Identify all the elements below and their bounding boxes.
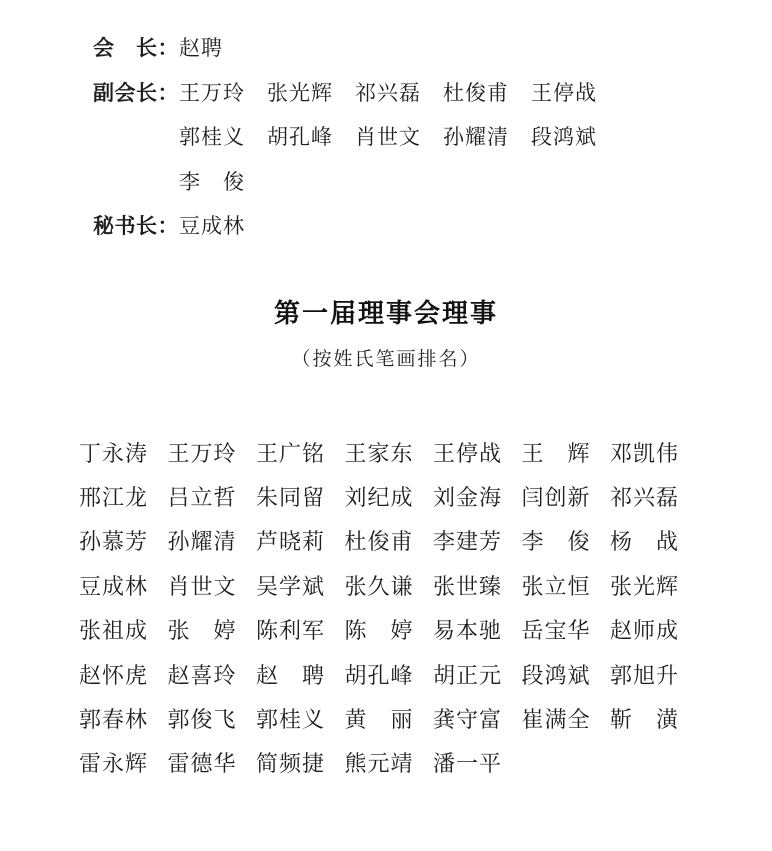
secretary-general-label: 秘书长：	[93, 214, 179, 239]
vice-president-name: 王停战	[531, 80, 597, 105]
director-name: 易本驰	[433, 619, 503, 645]
director-name: 王停战	[433, 441, 503, 467]
president-row	[93, 25, 597, 70]
director-name: 崔满全	[521, 708, 591, 734]
director-name: 吴学斌	[256, 574, 326, 600]
director-name: 王万玲	[167, 441, 237, 467]
director-name: 邢江龙	[79, 486, 149, 512]
vice-president-name: 肖世文	[355, 125, 421, 150]
director-name: 张光辉	[610, 574, 680, 600]
vice-president-name: 王万玲	[179, 80, 245, 105]
vice-presidents-row-3	[93, 159, 597, 204]
council-title: 第一届理事会理事	[273, 299, 498, 329]
director-name: 赵怀虎	[79, 663, 149, 689]
director-name: 简频捷	[256, 752, 326, 778]
director-name: 刘金海	[433, 486, 503, 512]
director-name: 王家东	[344, 441, 414, 467]
director-name: 孙慕芳	[79, 530, 149, 556]
director-name: 胡孔峰	[344, 663, 414, 689]
director-name: 李 俊	[521, 530, 591, 556]
director-name: 王广铭	[256, 441, 326, 467]
officers-section	[93, 25, 597, 248]
director-name: 郭桂义	[256, 708, 326, 734]
director-name: 郭俊飞	[167, 708, 237, 734]
director-name: 郭旭升	[610, 663, 680, 689]
director-name: 陈 婷	[344, 619, 414, 645]
director-name: 张立恒	[521, 574, 591, 600]
vice-president-name: 李 俊	[179, 169, 245, 194]
president-name: 赵聘	[179, 36, 223, 61]
vice-president-name: 段鸿斌	[531, 125, 597, 150]
director-name: 孙耀清	[167, 530, 237, 556]
director-name: 王 辉	[521, 441, 591, 467]
vice-presidents-row	[93, 70, 597, 115]
director-name: 豆成林	[79, 574, 149, 600]
director-name: 郭春林	[79, 708, 149, 734]
director-name: 肖世文	[167, 574, 237, 600]
vice-president-name: 祁兴磊	[355, 80, 421, 105]
director-name: 龚守富	[433, 708, 503, 734]
director-name: 熊元靖	[344, 752, 414, 778]
vice-president-name: 胡孔峰	[267, 125, 333, 150]
vice-president-name: 杜俊甫	[443, 80, 509, 105]
director-name: 张 婷	[167, 619, 237, 645]
director-name: 邓凯伟	[610, 441, 680, 467]
director-name: 吕立哲	[167, 486, 237, 512]
director-name: 胡正元	[433, 663, 503, 689]
directors-grid	[79, 430, 699, 785]
director-name: 赵师成	[610, 619, 680, 645]
director-name: 段鸿斌	[521, 663, 591, 689]
director-name: 杨 战	[610, 530, 680, 556]
president-label: 会 长：	[93, 36, 179, 61]
secretary-general-row	[93, 203, 597, 248]
director-name: 张祖成	[79, 619, 149, 645]
council-subtitle: （按姓氏笔画排名）	[291, 348, 481, 370]
director-name: 李建芳	[433, 530, 503, 556]
director-name: 靳 潢	[610, 708, 680, 734]
vice-president-name: 张光辉	[267, 80, 333, 105]
director-name: 黄 丽	[344, 708, 414, 734]
director-name: 雷永辉	[79, 752, 149, 778]
vice-presidents-row-2	[93, 114, 597, 159]
vice-president-name: 郭桂义	[179, 125, 245, 150]
director-name: 刘纪成	[344, 486, 414, 512]
director-name: 芦晓莉	[256, 530, 326, 556]
director-name: 朱同留	[256, 486, 326, 512]
director-name: 张久谦	[344, 574, 414, 600]
secretary-general-name: 豆成林	[179, 214, 245, 239]
director-name: 赵 聘	[256, 663, 326, 689]
director-name: 赵喜玲	[167, 663, 237, 689]
director-name: 张世臻	[433, 574, 503, 600]
director-name: 闫创新	[521, 486, 591, 512]
director-name: 祁兴磊	[610, 486, 680, 512]
director-name: 丁永涛	[79, 441, 149, 467]
director-name: 岳宝华	[521, 619, 591, 645]
vice-presidents-label: 副会长：	[93, 80, 179, 105]
director-name: 陈利军	[256, 619, 326, 645]
director-name: 雷德华	[167, 752, 237, 778]
vice-president-name: 孙耀清	[443, 125, 509, 150]
director-name: 杜俊甫	[344, 530, 414, 556]
director-name: 潘一平	[433, 752, 503, 778]
